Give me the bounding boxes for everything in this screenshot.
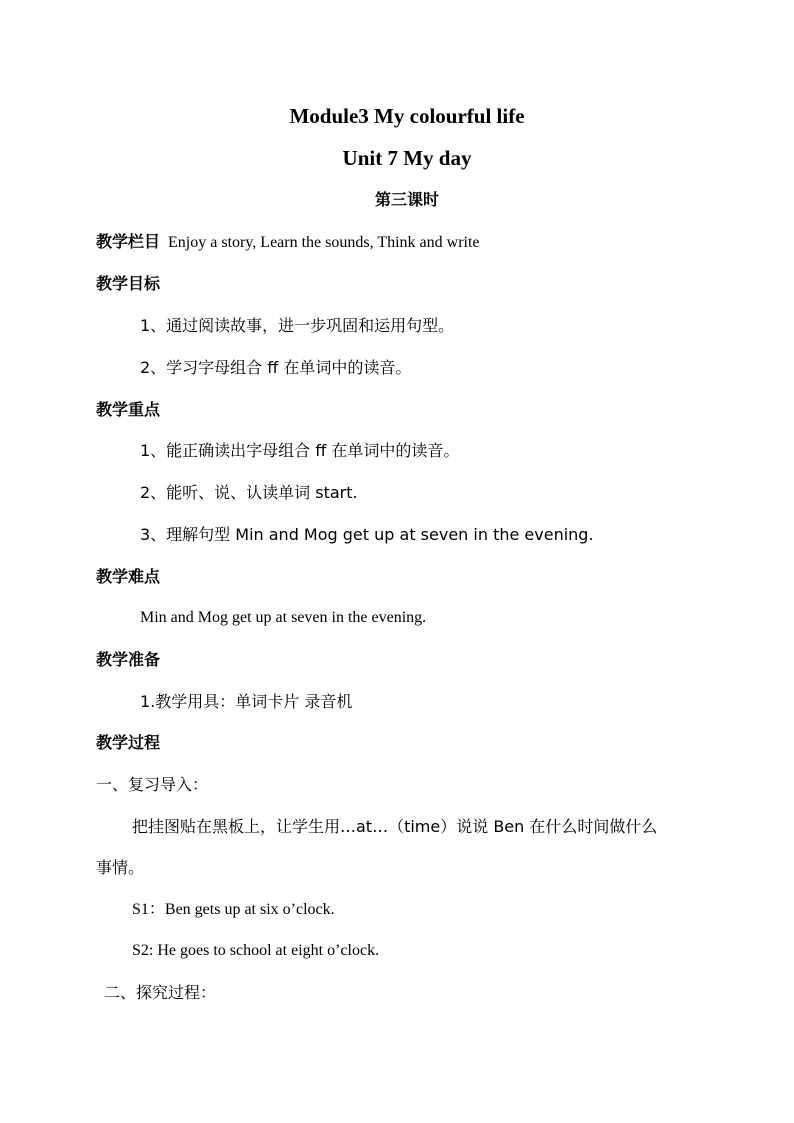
goals-heading: 教学目标 — [96, 274, 161, 293]
key-point-1: 1、能正确读出字母组合 ff 在单词中的读音。 — [140, 441, 460, 460]
dialogue-s2: S2: He goes to school at eight o’clock. — [132, 942, 380, 959]
step-1-heading: 一、复习导入： — [96, 775, 209, 794]
step-1-text-line-1: 把挂图贴在黑板上，让学生用…at…（time）说说 Ben 在什么时间做什么 — [132, 817, 658, 836]
unit-title: Unit 7 My day — [342, 146, 472, 170]
difficulty-item: Min and Mog get up at seven in the evening. — [140, 609, 427, 626]
module-title: Module3 My colourful life — [289, 104, 525, 128]
column-text: Enjoy a story, Learn the sounds, Think and write — [168, 234, 480, 251]
key-point-3: 3、理解句型 Min and Mog get up at seven in the evening. — [140, 525, 594, 544]
difficulty-heading: 教学难点 — [96, 567, 161, 586]
goal-item-1: 1、通过阅读故事，进一步巩固和运用句型。 — [140, 316, 455, 335]
dialogue-s1: S1：Ben gets up at six o’clock. — [132, 901, 335, 918]
step-2-heading: 二、探究过程： — [104, 983, 217, 1002]
key-point-2: 2、能听、说、认读单词 start. — [140, 483, 358, 502]
goal-item-2: 2、学习字母组合 ff 在单词中的读音。 — [140, 358, 412, 377]
process-heading: 教学过程 — [96, 733, 161, 752]
lesson-subtitle: 第三课时 — [374, 190, 439, 209]
column-label: 教学栏目 — [96, 232, 161, 251]
key-points-heading: 教学重点 — [96, 400, 161, 419]
column-row — [96, 232, 480, 253]
preparation-heading: 教学准备 — [96, 650, 161, 669]
preparation-item: 1.教学用具：单词卡片 录音机 — [140, 692, 353, 711]
step-1-text-line-2: 事情。 — [96, 858, 145, 877]
